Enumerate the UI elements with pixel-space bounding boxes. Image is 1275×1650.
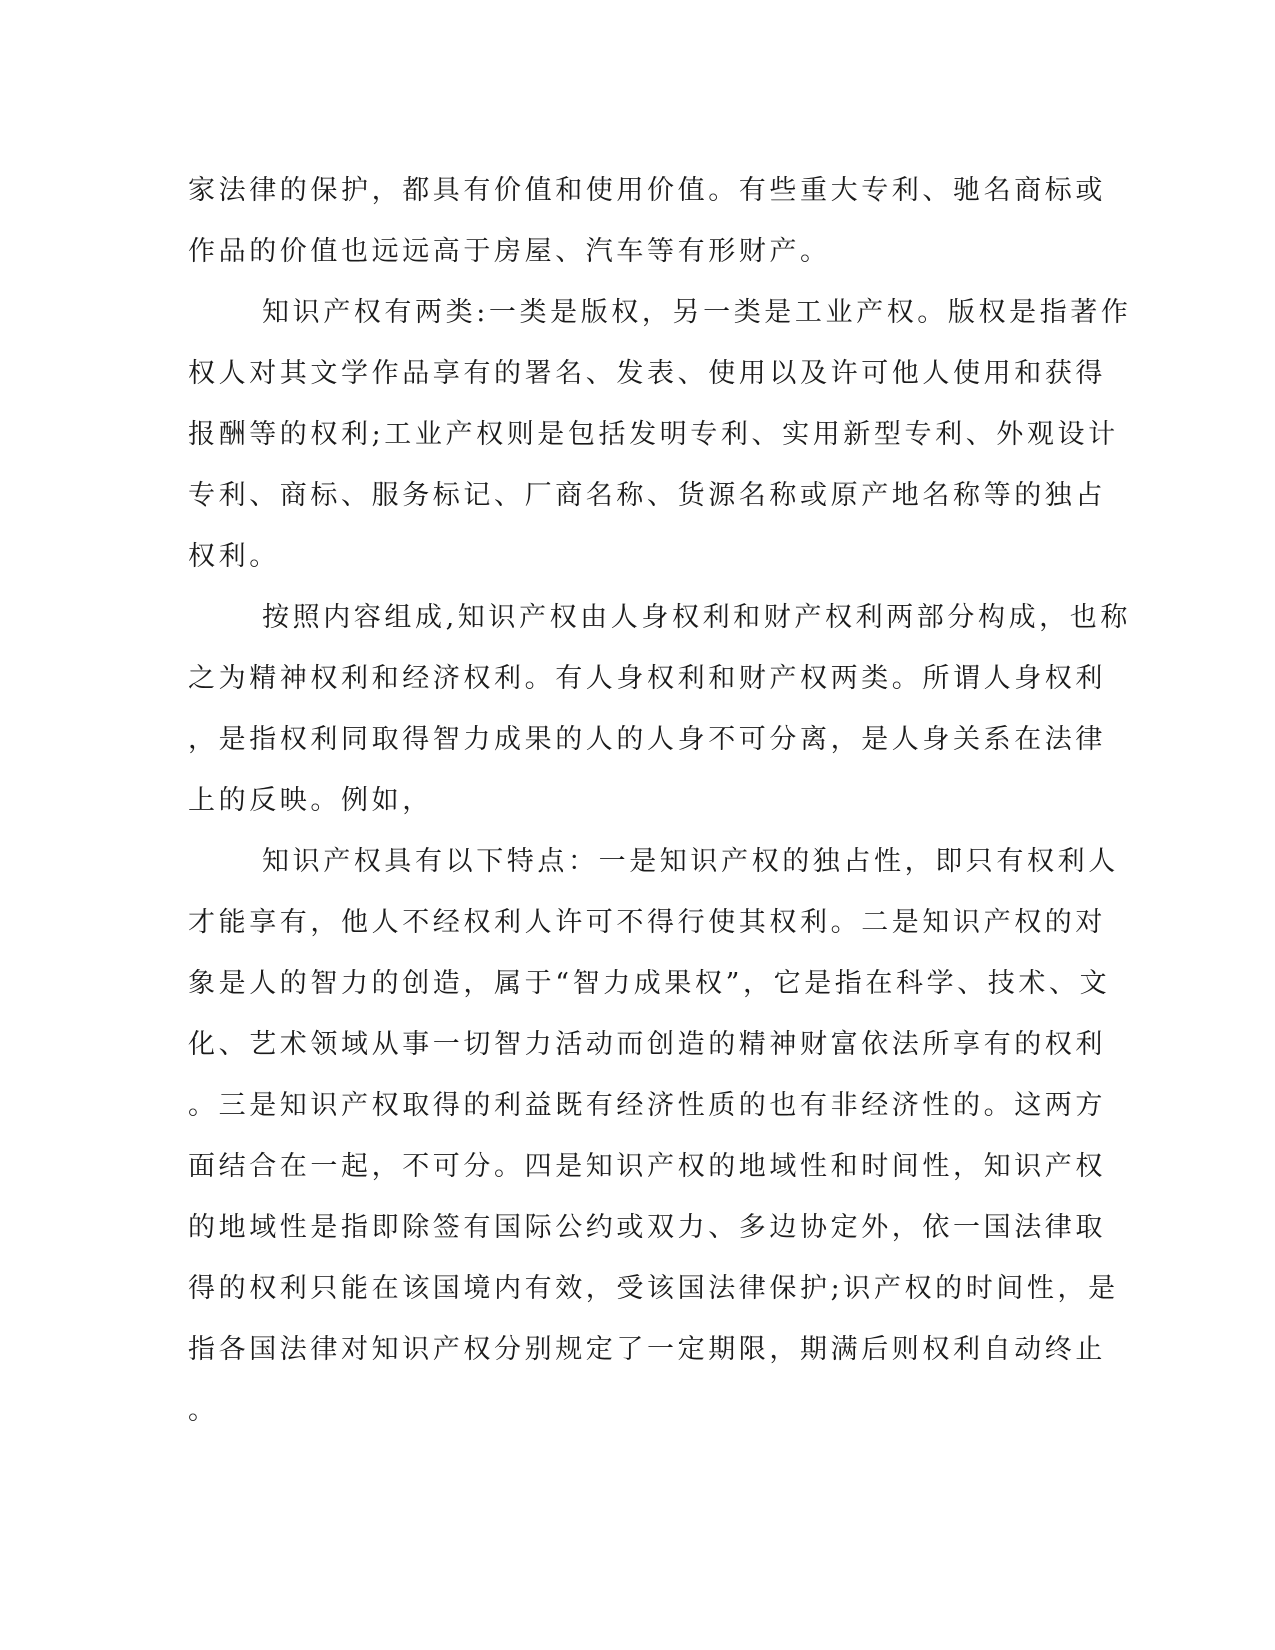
text-line: 按照内容组成,知识产权由人身权利和财产权利两部分构成，也称 (262, 602, 1131, 633)
text-line: 作品的价值也远远高于房屋、汽车等有形财产。 (188, 236, 831, 267)
paragraph (188, 160, 1106, 282)
text-line: 的地域性是指即除签有国际公约或双力、多边协定外，依一国法律取 (188, 1212, 1106, 1243)
text-line: 。三是知识产权取得的利益既有经济性质的也有非经济性的。这两方 (188, 1090, 1106, 1121)
text-line: ，是指权利同取得智力成果的人的人身不可分离，是人身关系在法律 (188, 724, 1106, 755)
text-line: 之为精神权利和经济权利。有人身权利和财产权两类。所谓人身权利 (188, 663, 1106, 694)
text-line: 。 (188, 1395, 219, 1426)
text-line: 报酬等的权利;工业产权则是包括发明专利、实用新型专利、外观设计 (188, 419, 1119, 450)
text-line: 权人对其文学作品享有的署名、发表、使用以及许可他人使用和获得 (188, 358, 1106, 389)
paragraph (188, 831, 1119, 1441)
paragraph (188, 282, 1132, 587)
text-line: 专利、商标、服务标记、厂商名称、货源名称或原产地名称等的独占 (188, 480, 1106, 511)
text-line: 得的权利只能在该国境内有效，受该国法律保护;识产权的时间性，是 (188, 1273, 1119, 1304)
text-line: 家法律的保护，都具有价值和使用价值。有些重大专利、驰名商标或 (188, 175, 1106, 206)
text-line: 权利。 (188, 541, 280, 572)
text-line: 知识产权具有以下特点：一是知识产权的独占性，即只有权利人 (262, 846, 1119, 877)
paragraph (188, 587, 1131, 831)
text-line: 面结合在一起，不可分。四是知识产权的地域性和时间性，知识产权 (188, 1151, 1106, 1182)
text-line: 化、艺术领域从事一切智力活动而创造的精神财富依法所享有的权利 (188, 1029, 1106, 1060)
text-line: 知识产权有两类:一类是版权，另一类是工业产权。版权是指著作 (262, 297, 1132, 328)
text-line: 象是人的智力的创造，属于“智力成果权”，它是指在科学、技术、文 (188, 968, 1111, 999)
body-text (188, 160, 1132, 1441)
text-line: 上的反映。例如， (188, 785, 433, 816)
text-line: 指各国法律对知识产权分别规定了一定期限，期满后则权利自动终止 (188, 1334, 1106, 1365)
text-line: 才能享有，他人不经权利人许可不得行使其权利。二是知识产权的对 (188, 907, 1106, 938)
